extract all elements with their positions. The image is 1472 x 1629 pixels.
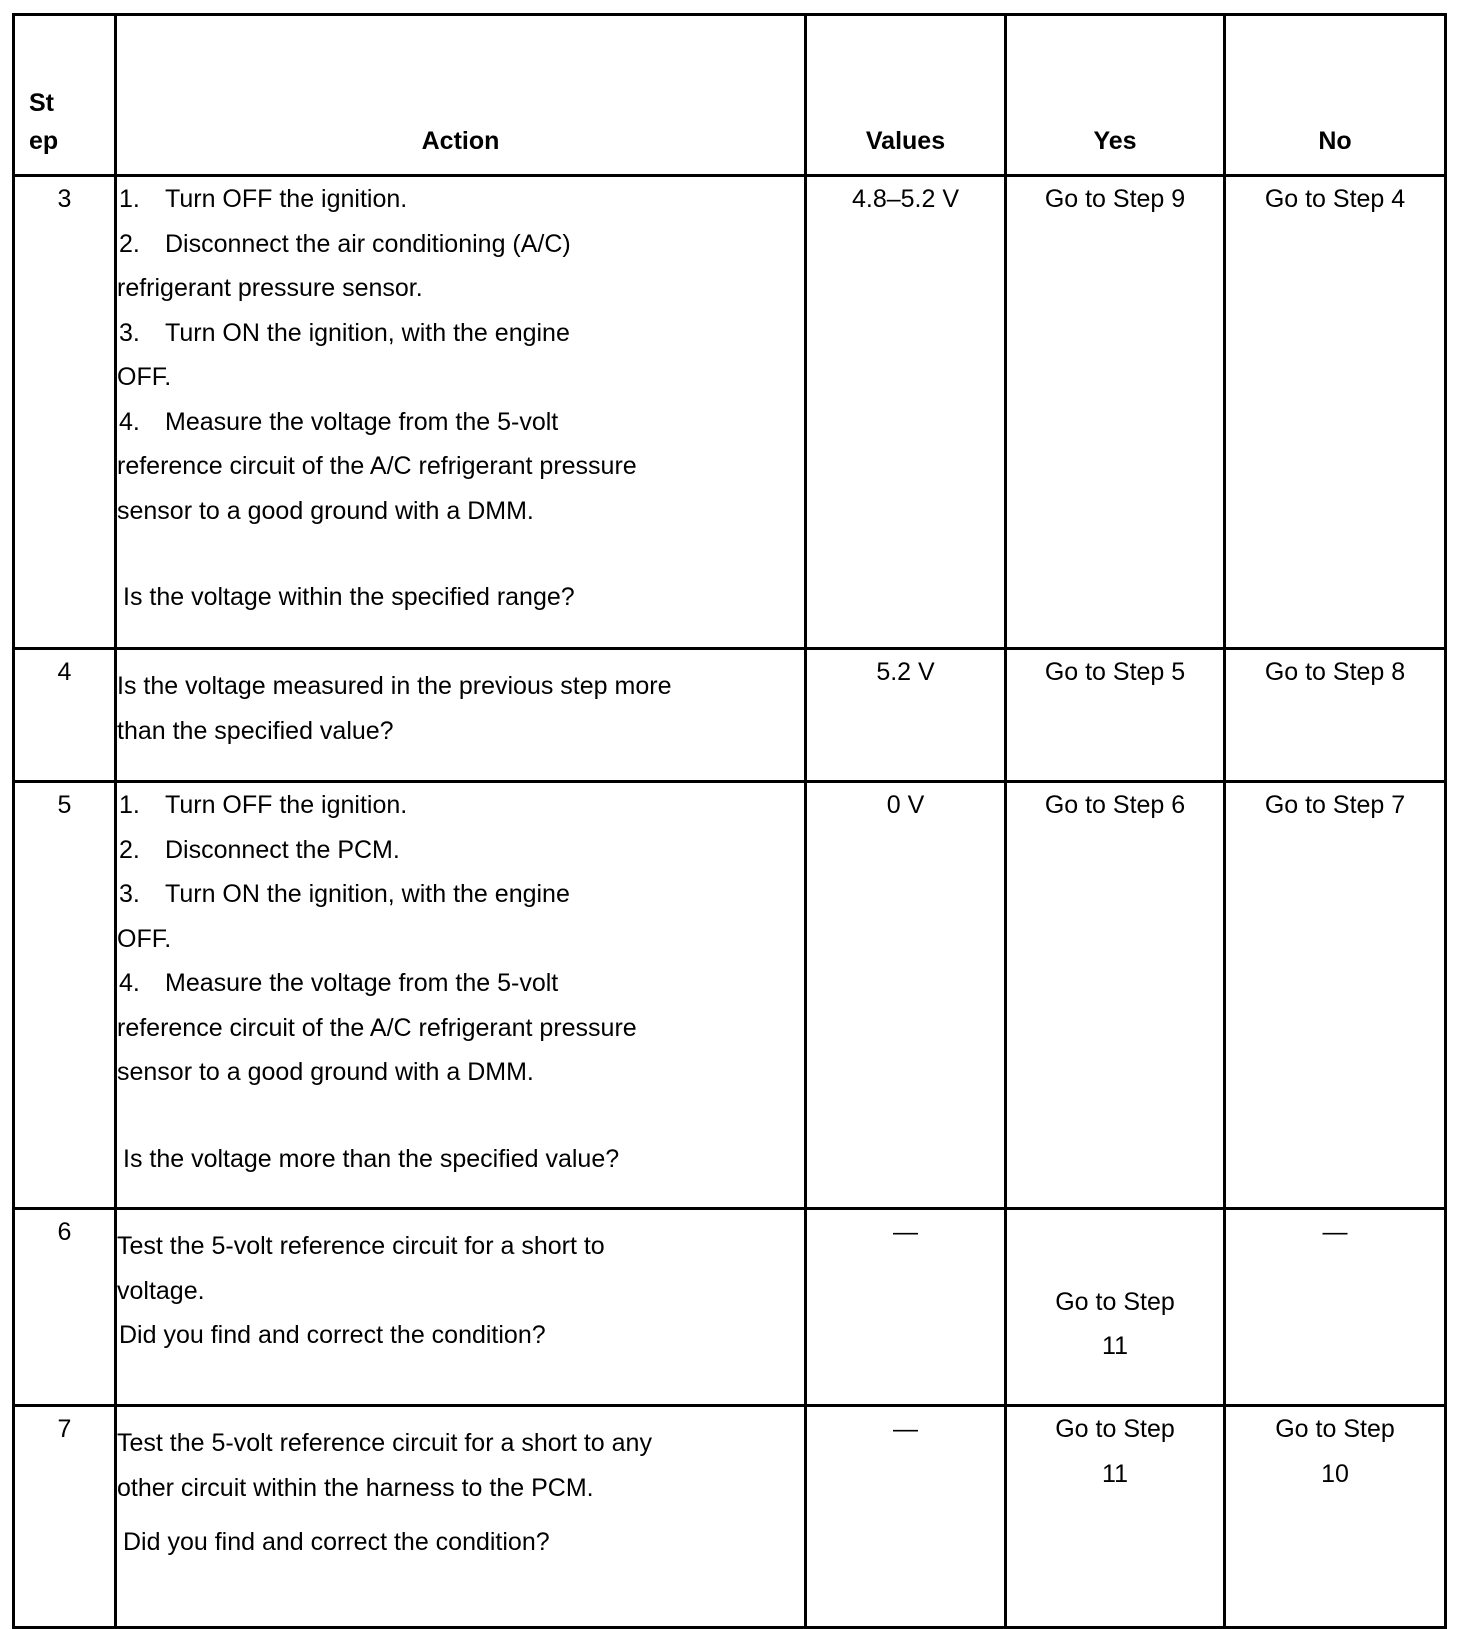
action-line: than the specified value? <box>117 716 394 745</box>
list-number: 1. <box>119 185 140 213</box>
action-line <box>117 177 804 222</box>
action-line <box>117 961 804 1006</box>
action-line: OFF. <box>117 924 172 953</box>
action-line <box>117 400 804 445</box>
list-number: 2. <box>119 229 140 258</box>
header-values: Values <box>806 15 1006 176</box>
list-number: 1. <box>119 791 140 819</box>
action-line: reference circuit of the A/C refrigerant pressure <box>117 452 637 480</box>
action-line <box>117 872 804 917</box>
yes-line: Go to Step <box>1055 1415 1175 1443</box>
action-question: Did you find and correct the condition? <box>123 1528 550 1556</box>
step-number: 5 <box>14 782 116 1209</box>
action-line: OFF. <box>117 363 172 391</box>
header-yes: Yes <box>1006 15 1225 176</box>
values-cell: — <box>806 1406 1006 1628</box>
header-row <box>14 15 1446 176</box>
step-number: 4 <box>14 649 116 782</box>
yes-cell <box>1006 1406 1225 1628</box>
header-no: No <box>1225 15 1446 176</box>
no-line: Go to Step <box>1275 1415 1395 1443</box>
action-cell <box>116 176 806 649</box>
list-number: 4. <box>119 969 140 997</box>
action-line: sensor to a good ground with a DMM. <box>117 1058 534 1086</box>
action-line: reference circuit of the A/C refrigerant pressure <box>117 1013 637 1042</box>
action-question: Is the voltage within the specified range? <box>123 583 575 611</box>
step-number: 7 <box>14 1406 116 1628</box>
action-line: Is the voltage measured in the previous step more <box>117 672 672 700</box>
action-cell <box>116 1406 806 1628</box>
header-action: Action <box>116 15 806 176</box>
no-cell <box>1225 1406 1446 1628</box>
step-number: 3 <box>14 176 116 649</box>
header-step <box>14 15 116 176</box>
action-question: Is the voltage more than the specified value? <box>123 1144 620 1173</box>
step-number: 6 <box>14 1209 116 1406</box>
yes-line: Go to Step <box>1055 1287 1175 1316</box>
list-number: 2. <box>119 835 140 864</box>
action-question: Did you find and correct the condition? <box>119 1321 546 1349</box>
no-cell: — <box>1225 1209 1446 1406</box>
action-text: Turn OFF the ignition. <box>165 185 408 213</box>
action-text: Disconnect the PCM. <box>165 835 400 864</box>
table-row-step-4 <box>14 649 1446 782</box>
action-line: other circuit within the harness to the PCM. <box>117 1473 594 1502</box>
yes-line: 11 <box>1102 1332 1128 1360</box>
action-line <box>117 311 804 356</box>
table-row-step-6 <box>14 1209 1446 1406</box>
diagnostic-table <box>12 13 1447 1629</box>
action-cell <box>116 649 806 782</box>
action-line <box>117 222 804 267</box>
header-step-line1: St <box>29 89 54 117</box>
action-text: Measure the voltage from the 5-volt <box>165 407 559 436</box>
values-cell: — <box>806 1209 1006 1406</box>
action-line: sensor to a good ground with a DMM. <box>117 496 534 525</box>
no-cell: Go to Step 7 <box>1225 782 1446 1209</box>
action-text: Turn ON the ignition, with the engine <box>165 880 570 908</box>
action-line: Test the 5-volt reference circuit for a short to any <box>117 1429 652 1457</box>
no-line: 10 <box>1321 1459 1349 1488</box>
yes-cell: Go to Step 9 <box>1006 176 1225 649</box>
yes-cell: Go to Step 6 <box>1006 782 1225 1209</box>
action-text: Disconnect the air conditioning (A/C) <box>165 229 571 258</box>
list-number: 3. <box>119 318 140 347</box>
values-cell: 0 V <box>806 782 1006 1209</box>
list-number: 4. <box>119 407 140 436</box>
no-cell: Go to Step 8 <box>1225 649 1446 782</box>
yes-cell: Go to Step 5 <box>1006 649 1225 782</box>
table-row-step-7 <box>14 1406 1446 1628</box>
action-text: Measure the voltage from the 5-volt <box>165 969 559 997</box>
action-line: Test the 5-volt reference circuit for a short to <box>117 1232 605 1260</box>
action-line: voltage. <box>117 1276 205 1305</box>
list-number: 3. <box>119 880 140 908</box>
values-cell: 4.8–5.2 V <box>806 176 1006 649</box>
header-step-line2: ep <box>29 127 59 155</box>
action-cell <box>116 1209 806 1406</box>
action-text: Turn ON the ignition, with the engine <box>165 318 570 347</box>
action-line <box>117 828 804 873</box>
action-text: Turn OFF the ignition. <box>165 791 408 819</box>
yes-cell <box>1006 1209 1225 1406</box>
action-line: refrigerant pressure sensor. <box>117 274 423 302</box>
table-row-step-3 <box>14 176 1446 649</box>
table-row-step-5 <box>14 782 1446 1209</box>
no-cell: Go to Step 4 <box>1225 176 1446 649</box>
values-cell: 5.2 V <box>806 649 1006 782</box>
action-cell <box>116 782 806 1209</box>
yes-line: 11 <box>1102 1459 1128 1488</box>
action-line <box>117 783 804 828</box>
